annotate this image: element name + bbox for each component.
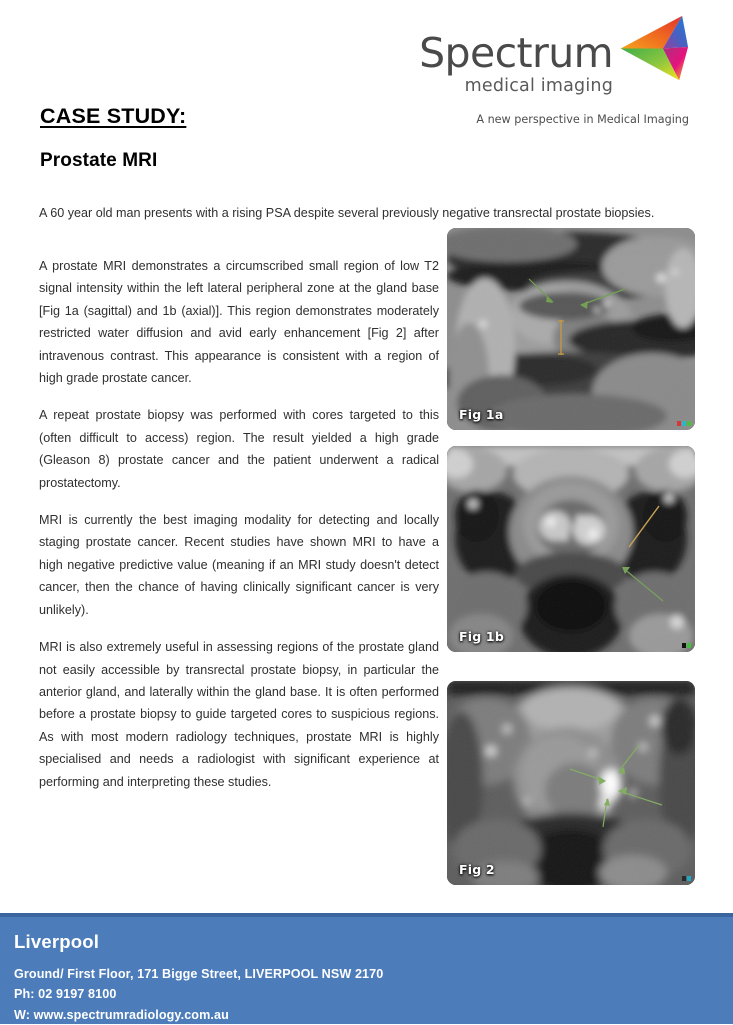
footer xyxy=(0,913,733,1024)
figure-2-image xyxy=(447,681,695,885)
article-body xyxy=(39,255,439,793)
intro-paragraph: A 60 year old man presents with a rising PSA despite several previously negative transrectal prostate biopsies. xyxy=(39,206,655,220)
figure-1b xyxy=(447,446,695,652)
page-title: Prostate MRI xyxy=(40,150,158,171)
paragraph-4: MRI is also extremely useful in assessing regions of the prostate gland not easily accessible by transrectal prostate biopsy, in particular the anterior gland, and laterally within the gland base. It is often performed before a prostate biopsy to guide targeted cores to suspicious regions. As with most modern radiology techniques, prostate MRI is highly specialised and needs a radiologist with significant experience at performing and interpreting these studies. xyxy=(39,640,439,789)
figure-2 xyxy=(447,681,695,885)
brand-wordmark xyxy=(419,8,613,96)
figure-1a-label: Fig 1a xyxy=(459,407,504,422)
brand-tagline: A new perspective in Medical Imaging xyxy=(476,112,689,126)
figure-1b-image xyxy=(447,446,695,652)
brand-subtitle: medical imaging xyxy=(464,75,613,96)
paragraph-3: MRI is currently the best imaging modality for detecting and locally staging prostate cancer. Recent studies have shown MRI to have a high negative predictive value (meaning if an MRI study doesn't detect cancer, then the chance of having clinically significant cancer is very unlikely). xyxy=(39,513,439,617)
spectrum-triangle-logo-icon xyxy=(617,10,691,84)
figure-1a xyxy=(447,228,695,430)
paragraph-1: A prostate MRI demonstrates a circumscribed small region of low T2 signal intensity within the left lateral peripheral zone at the gland base [Fig 1a (sagittal) and 1b (axial)]. This region demonstrates moderately restricted water diffusion and avid early enhancement [Fig 2] after intravenous contrast. This appearance is consistent with a region of high grade prostate cancer. xyxy=(39,259,439,386)
brand-name: Spectrum xyxy=(419,29,613,77)
case-study-heading: CASE STUDY: xyxy=(40,104,187,128)
footer-address: Ground/ First Floor, 171 Bigge Street, LIVERPOOL NSW 2170 xyxy=(14,967,384,981)
footer-phone: Ph: 02 9197 8100 xyxy=(14,987,117,1002)
figure-1a-image xyxy=(447,228,695,430)
figure-2-label: Fig 2 xyxy=(459,862,495,877)
footer-clinic-city: Liverpool xyxy=(14,931,100,952)
footer-website[interactable]: W: www.spectrumradiology.com.au xyxy=(14,1007,229,1022)
figure-1b-label: Fig 1b xyxy=(459,629,504,644)
brand-header xyxy=(419,8,691,126)
paragraph-2: A repeat prostate biopsy was performed with cores targeted to this (often difficult to access) region. The result yielded a high grade (Gleason 8) prostate cancer and the patient underwent a radical prostatectomy. xyxy=(39,408,439,490)
